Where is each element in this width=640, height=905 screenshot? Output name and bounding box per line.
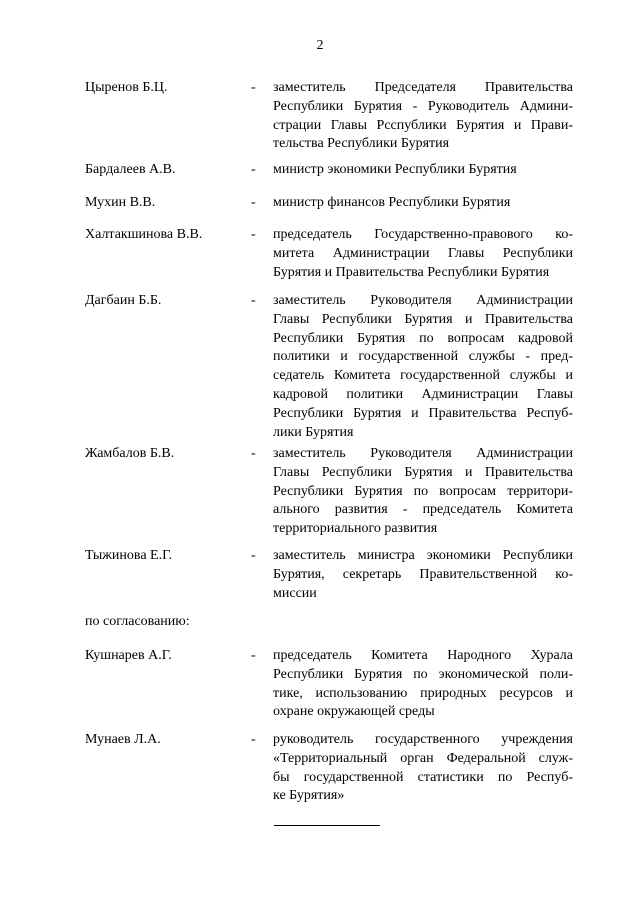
role-line: Республики Бурятия по вопросам кадровой [273, 330, 573, 346]
separator-dash: - [251, 195, 256, 210]
role-line: министр финансов Республики Бурятия [273, 195, 511, 210]
role-line: Бурятия, секретарь Правительственной ко- [273, 566, 573, 582]
role-line: тельства Республики Бурятия [273, 136, 450, 152]
role-line: территориального развития [273, 521, 438, 537]
role-line: Республики Бурятия по экономической поли- [273, 666, 573, 682]
role-line: заместитель Руководителя Администрации [273, 293, 573, 308]
member-name: Мухин В.В. [85, 195, 156, 210]
member-role [273, 79, 573, 154]
member-name: Жамбалов Б.В. [85, 446, 175, 461]
role-line: «Территориальный орган Федеральной служ- [273, 750, 573, 766]
member-role [273, 647, 573, 722]
member-name: Кушнарев А.Г. [85, 648, 172, 663]
role-line: политики и государственной службы - пред- [273, 349, 573, 365]
role-line: Главы Республики Бурятия и Правительства [273, 464, 573, 480]
role-line: руководитель государственного учреждения [273, 732, 573, 747]
role-line: председатель Государственно-правового ко- [273, 227, 573, 242]
role-line: бы государственной статистики по Респуб- [273, 769, 573, 785]
role-line: ке Бурятия» [273, 788, 345, 804]
member-role [273, 292, 573, 442]
member-role [273, 194, 573, 213]
section-label-agreement: по согласованию: [85, 614, 190, 629]
member-role [273, 547, 573, 603]
role-line: заместитель Руководителя Администрации [273, 446, 573, 461]
member-name: Дагбаин Б.Б. [85, 293, 162, 308]
closing-rule [274, 825, 380, 826]
role-line: седатель Комитета государственной службы и [273, 368, 573, 384]
separator-dash: - [251, 732, 256, 747]
member-name: Халтакшинова В.В. [85, 227, 203, 242]
member-name: Тыжинова Е.Г. [85, 548, 173, 563]
member-role [273, 445, 573, 539]
role-line: заместитель министра экономики Республики [273, 548, 573, 563]
member-name: Бардалеев А.В. [85, 162, 176, 177]
member-name: Цыренов Б.Ц. [85, 80, 168, 95]
role-line: Республики Бурятия и Правительства Респуб- [273, 405, 573, 421]
role-line: митета Администрации Главы Республики [273, 245, 573, 261]
role-line: миссии [273, 585, 317, 601]
role-line: заместитель Председателя Правительства [273, 80, 573, 95]
member-role [273, 161, 573, 180]
member-role [273, 731, 573, 806]
role-line: министр экономики Республики Бурятия [273, 162, 517, 177]
role-line: охране окружающей среды [273, 704, 435, 720]
role-line: председатель Комитета Народного Хурала [273, 648, 573, 663]
role-line: Республики Бурятия по вопросам территори- [273, 483, 573, 499]
separator-dash: - [251, 80, 256, 95]
role-line: тике, использованию природных ресурсов и [273, 685, 573, 701]
role-line: Бурятия и Правительства Республики Бурятия [273, 264, 550, 280]
separator-dash: - [251, 548, 256, 563]
role-line: ального развития - председатель Комитета [273, 502, 573, 518]
member-name: Мунаев Л.А. [85, 732, 161, 747]
role-line: Главы Республики Бурятия и Правительства [273, 311, 573, 327]
separator-dash: - [251, 446, 256, 461]
page-number: 2 [316, 38, 324, 53]
member-role [273, 226, 573, 282]
separator-dash: - [251, 162, 256, 177]
separator-dash: - [251, 648, 256, 663]
role-line: страции Главы Рсспублики Бурятия и Прави- [273, 117, 573, 133]
role-line: Республики Бурятия - Руководитель Админи- [273, 98, 573, 114]
separator-dash: - [251, 293, 256, 308]
role-line: кадровой политики Администрации Главы [273, 386, 573, 402]
role-line: лики Бурятия [273, 424, 354, 440]
separator-dash: - [251, 227, 256, 242]
